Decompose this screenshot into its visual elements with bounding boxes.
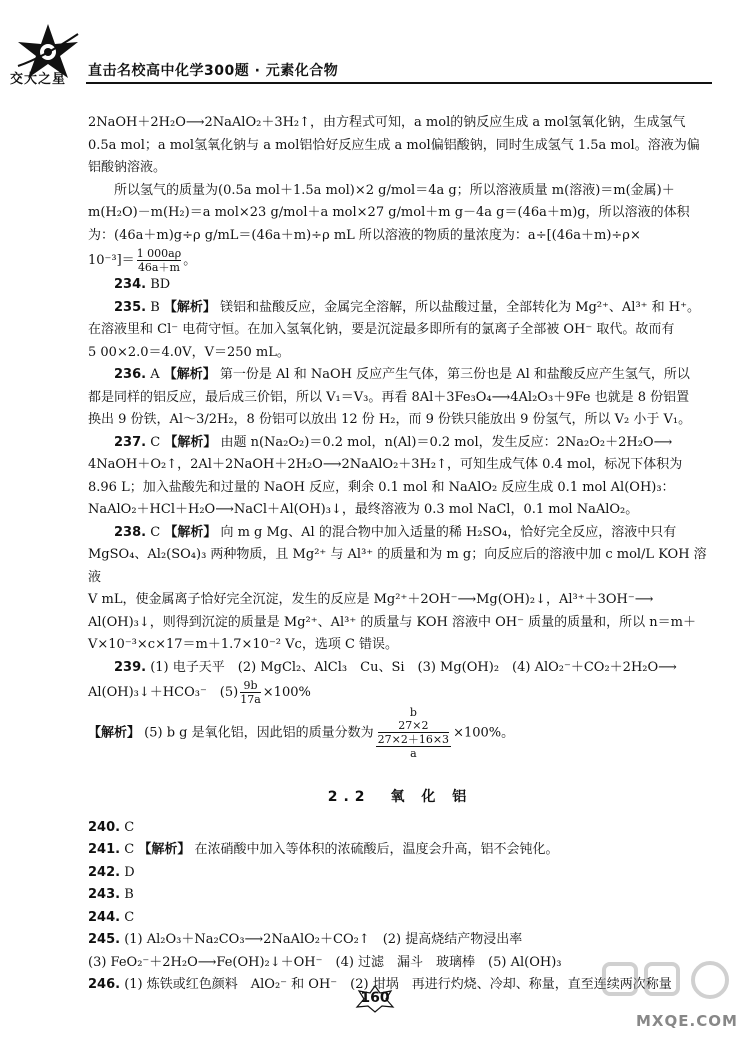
question-number: 241.: [88, 842, 121, 857]
analysis-239: [88, 706, 712, 760]
text-line: 为：(46a＋m)g÷ρ g/mL＝(46a＋m)÷ρ mL 所以溶液的物质的量浓度为：a÷[(46a＋m)÷ρ×: [88, 227, 641, 243]
watermark-text: MXQE.COM: [636, 1012, 738, 1030]
question-number: 245.: [88, 932, 121, 947]
text-line: 在溶液里和 Cl⁻ 电荷守恒。在加入氢氧化钠，要是沉淀最多即所有的氯离子全部被 OH⁻ 取代。故而有: [88, 322, 675, 337]
text-fragment: Al(OH)₃↓＋HCO₃⁻ (5): [88, 685, 239, 700]
text-line: MgSO₄、Al₂(SO₄)₃ 两种物质，且 Mg²⁺ 与 Al³⁺ 的质量和为 m g；向反应后的溶液中加 c mol/L KOH 溶液: [88, 547, 707, 585]
answer-text: (1) Al₂O₃＋Na₂CO₃⟶2NaAlO₂＋CO₂↑ (2) 提高烧结产物浸出率: [124, 932, 523, 947]
question-number: 243.: [88, 887, 121, 902]
text-fragment: ×100%: [262, 685, 311, 700]
question-number: 235.: [114, 299, 147, 315]
text-line: 5 00×2.0＝4.0V，V＝250 mL。: [88, 344, 290, 360]
answer-text: A: [150, 367, 160, 382]
text-line: V×10⁻³×c×17＝m＋1.7×10⁻² Vc，选项 C 错误。: [88, 637, 399, 652]
answer-241: [88, 839, 712, 862]
analysis-label: 【解析】: [163, 299, 216, 315]
brand-name: 交大之星: [10, 72, 67, 87]
text-line: Al(OH)₃↓，则得到沉淀的质量是 Mg²⁺、Al³⁺ 的质量与 KOH 溶液中 OH⁻ 质量的质量和，所以 n＝m＋: [88, 614, 696, 630]
text-line: 0.5a mol；a mol氢氧化钠与 a mol铝恰好反应生成 a mol偏铝酸钠，同时生成氢气 1.5a mol。溶液为偏: [88, 137, 700, 153]
analysis-label: 【解析】: [163, 367, 216, 382]
complex-fraction: [376, 706, 451, 760]
answer-text: (1) 电子天平 (2) MgCl₂、AlCl₃ Cu、Si (3) Mg(OH)₂ (4) AlO₂⁻＋CO₂＋2H₂O⟶: [150, 659, 677, 675]
fraction-denominator: a: [376, 746, 451, 760]
fraction-denominator: 17a: [240, 693, 261, 706]
question-number: 240.: [88, 819, 121, 835]
text-line: [88, 679, 712, 706]
analysis-text: 第一份是 Al 和 NaOH 反应产生气体，第三份也是 Al 和盐酸反应产生氢气，所以: [219, 367, 690, 382]
fraction-denominator: 27×2＋16×3: [377, 733, 450, 746]
fraction: [240, 679, 261, 706]
question-number: 246.: [88, 977, 121, 992]
text-line: 都是同样的铝反应，最后成三价铝，所以 V₁＝V₃。再看 8Al＋3Fe₃O₄⟶4Al₂O₃＋9Fe 也就是 8 份铝置: [88, 389, 690, 405]
answer-text: C: [150, 524, 161, 540]
running-title: 直击名校高中化学300题 · 元素化合物: [88, 63, 339, 79]
answer-239: [88, 657, 712, 680]
fraction-numerator: [376, 706, 451, 746]
fraction-numerator: 27×2: [398, 719, 429, 732]
answer-text: C: [124, 819, 135, 835]
inner-fraction: [378, 719, 449, 746]
section-title: 2.2 氧 化 铝: [327, 789, 473, 805]
analysis-label: 【解析】: [138, 842, 191, 857]
text-fragment: 10⁻³]＝: [88, 253, 135, 268]
text-line: 铝酸钠溶液。: [88, 160, 167, 175]
question-number: 236.: [114, 367, 147, 382]
fraction-numerator: 9b: [243, 679, 258, 692]
answer-text: B: [150, 299, 160, 315]
answer-236: [88, 364, 712, 387]
page-number-text: 160: [360, 990, 390, 1006]
text-line: V mL，使金属离子恰好完全沉淀，发生的反应是 Mg²⁺＋2OH⁻⟶Mg(OH)₂↓，Al³⁺＋3OH⁻⟶: [88, 592, 654, 607]
text-line: 所以氢气的质量为(0.5a mol＋1.5a mol)×2 g/mol＝4a g；所以溶液质量 m(溶液)＝m(金属)＋: [114, 182, 675, 198]
answer-text: C: [124, 842, 135, 857]
text-line: [88, 247, 712, 274]
page-content: [88, 112, 712, 997]
fraction-coefficient: b: [409, 706, 417, 719]
text-fragment: ×100%。: [453, 725, 515, 741]
analysis-text: 镁铝和盐酸反应，金属完全溶解，所以盐酸过量，全部转化为 Mg²⁺、Al³⁺ 和 H⁺。: [220, 299, 700, 315]
analysis-text: 向 m g Mg、Al 的混合物中加入适量的稀 H₂SO₄，恰好完全反应，溶液中只有: [220, 524, 677, 540]
page-number: [355, 985, 395, 1013]
text-line: m(H₂O)－m(H₂)＝a mol×23 g/mol＋a mol×27 g/mol＋m g－4a g＝(46a＋m)g，所以溶液的体积: [88, 205, 690, 220]
fraction-numerator: 1 000aρ: [136, 247, 182, 260]
question-number: 238.: [114, 524, 147, 540]
fraction: [137, 247, 182, 274]
answer-text: BD: [150, 277, 171, 292]
header-rule: [86, 82, 712, 84]
question-number: 242.: [88, 864, 121, 880]
answer-234: [88, 274, 712, 297]
answer-text: (1) 炼铁或红色颜料 AlO₂⁻ 和 OH⁻ (2) 坩埚 再进行灼烧、冷却、称量，直至连续两次称量: [124, 977, 672, 992]
text-line: 换出 9 份铁，Al～3/2H₂，8 份铝可以放出 12 份 H₂，而 9 份铁只能放出 9 份氢气，所以 V₂ 小于 V₁。: [88, 412, 692, 427]
answer-238: [88, 522, 712, 545]
answer-237: [88, 432, 712, 455]
analysis-label: 【解析】: [164, 434, 217, 450]
answer-240: [88, 817, 712, 840]
analysis-label: 【解析】: [88, 725, 141, 741]
text-fragment: 。: [183, 253, 197, 268]
answer-244: [88, 907, 712, 930]
text-line: 8.96 L；加入盐酸先和过量的 NaOH 反应，剩余 0.1 mol 和 NaAlO₂ 反应生成 0.1 mol Al(OH)₃：: [88, 479, 675, 495]
analysis-text: 在浓硝酸中加入等体积的浓硫酸后，温度会升高，铝不会钝化。: [194, 842, 559, 857]
page-header: [0, 0, 750, 100]
analysis-text: (5) b g 是氧化铝，因此铝的质量分数为: [144, 725, 374, 741]
answer-242: [88, 862, 712, 885]
question-number: 244.: [88, 909, 121, 925]
answer-243: [88, 884, 712, 907]
answer-245: [88, 929, 712, 952]
answer-235: [88, 297, 712, 320]
analysis-label: 【解析】: [164, 524, 217, 540]
analysis-text: 由题 n(Na₂O₂)＝0.2 mol，n(Al)＝0.2 mol，发生反应：2Na₂O₂＋2H₂O⟶: [220, 434, 673, 450]
question-number: 237.: [114, 434, 147, 450]
answer-text: B: [124, 887, 134, 902]
answer-text: C: [150, 434, 161, 450]
question-number: 239.: [114, 659, 147, 675]
text-line: 2NaOH＋2H₂O⟶2NaAlO₂＋3H₂↑，由方程式可知，a mol的钠反应生成 a mol氢氧化钠，生成氢气: [88, 115, 686, 130]
question-number: 234.: [114, 277, 147, 292]
text-line: 4NaOH＋O₂↑，2Al＋2NaOH＋2H₂O⟶2NaAlO₂＋3H₂↑，可知生成气体 0.4 mol，标况下体积为: [88, 457, 683, 472]
answer-text: C: [124, 909, 135, 925]
fraction-denominator: 46a＋m: [137, 261, 180, 274]
answer-text: D: [124, 864, 135, 880]
text-line: NaAlO₂＋HCl＋H₂O⟶NaCl＋Al(OH)₃↓，最终溶液为 0.3 mol NaCl，0.1 mol NaAlO₂。: [88, 502, 639, 517]
text-line: (3) FeO₂⁻＋2H₂O⟶Fe(OH)₂↓＋OH⁻ (4) 过滤 漏斗 玻璃棒 (5) Al(OH)₃: [88, 954, 562, 970]
